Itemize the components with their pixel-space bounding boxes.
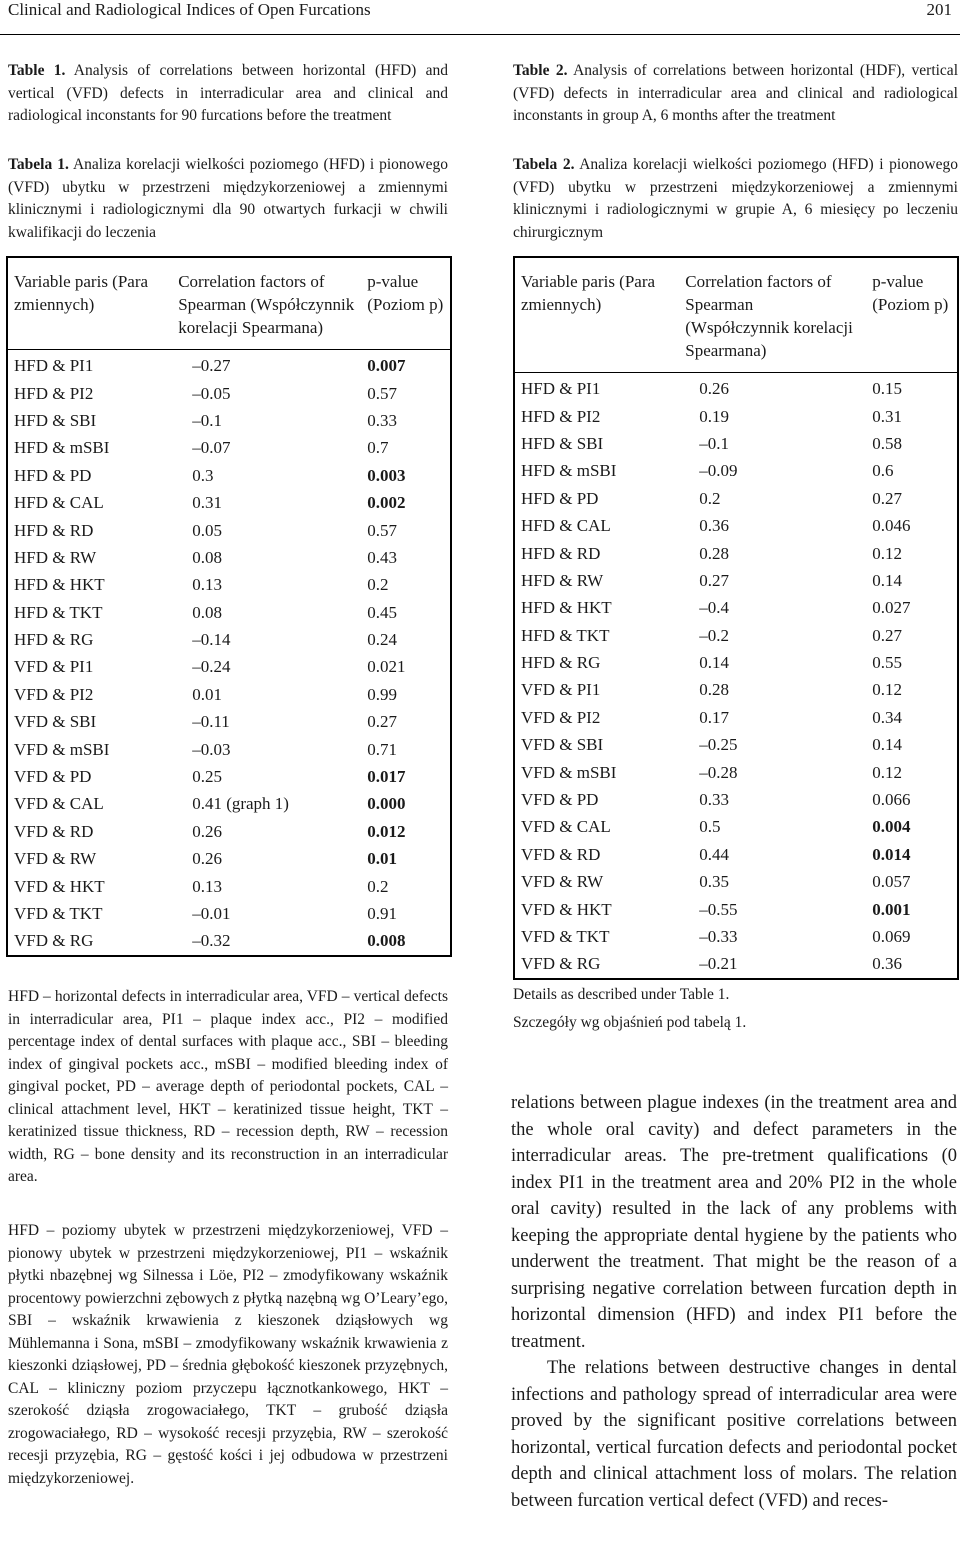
cell-correlation: –0.33 <box>699 927 738 946</box>
table-row <box>7 845 451 872</box>
table-row <box>514 430 958 457</box>
cell-pvalue: 0.014 <box>872 844 911 864</box>
cell-pvalue: 0.27 <box>872 488 903 508</box>
table-row <box>514 373 958 403</box>
table-row <box>514 485 958 512</box>
cell-correlation: 0.26 <box>699 379 729 399</box>
table-row <box>514 567 958 594</box>
cell-correlation: 0.19 <box>699 406 729 426</box>
cell-variable-pair: VFD & PI1 <box>14 657 94 677</box>
cell-pvalue: 0.14 <box>872 570 903 590</box>
cell-correlation: 0.2 <box>699 488 721 508</box>
table-row <box>7 379 451 406</box>
cell-variable-pair: HFD & RD <box>14 520 94 540</box>
cell-variable-pair: HFD & RD <box>521 543 601 563</box>
table-row <box>7 653 451 680</box>
cell-variable-pair: VFD & SBI <box>14 712 97 732</box>
table2 <box>513 256 959 980</box>
cell-variable-pair: HFD & TKT <box>14 602 103 622</box>
cell-correlation: 0.14 <box>699 653 729 673</box>
table1-caption-pl: Tabela 1. Analiza korelacji wielkości poziomego (HFD) i pionowego (VFD) ubytku w przestrzeni międzykorzeniowej a zmiennymi klinicznymi i radiologicznymi dla 90 otwartych furkacji w chwili kwalifikacji do leczenia <box>8 156 448 241</box>
table-row <box>514 457 958 484</box>
cell-variable-pair: VFD & TKT <box>14 904 103 923</box>
cell-pvalue: 0.2 <box>367 876 389 896</box>
table-row <box>7 900 451 927</box>
cell-correlation: 0.08 <box>192 547 222 567</box>
cell-correlation: 0.36 <box>699 516 729 536</box>
cell-pvalue: 0.017 <box>367 767 406 787</box>
table-row <box>7 544 451 571</box>
table-row <box>7 735 451 762</box>
table-row <box>514 758 958 785</box>
cell-pvalue: 0.31 <box>872 406 903 426</box>
cell-pvalue: 0.001 <box>872 899 911 919</box>
cell-correlation: –0.55 <box>699 899 738 919</box>
cell-pvalue: 0.021 <box>367 657 406 677</box>
cell-variable-pair: VFD & PI2 <box>521 707 601 727</box>
cell-pvalue: 0.046 <box>872 516 911 536</box>
body-text <box>511 1090 957 1514</box>
cell-pvalue: 0.6 <box>872 461 894 481</box>
cell-correlation: –0.09 <box>699 461 738 481</box>
cell-correlation: 0.26 <box>192 849 222 869</box>
cell-correlation: –0.07 <box>192 438 231 458</box>
table-row <box>7 489 451 516</box>
cell-pvalue: 0.36 <box>872 954 903 974</box>
table-row <box>514 512 958 539</box>
cell-correlation: –0.11 <box>192 712 230 732</box>
cell-pvalue: 0.33 <box>367 410 397 430</box>
cell-correlation: –0.4 <box>699 598 729 618</box>
table-row <box>7 790 451 817</box>
cell-correlation: 0.08 <box>192 602 222 622</box>
cell-pvalue: 0.027 <box>872 598 911 618</box>
cell-variable-pair: HFD & PI2 <box>521 406 601 426</box>
cell-pvalue: 0.008 <box>367 931 406 951</box>
table2-note-en: Details as described under Table 1. <box>513 986 730 1003</box>
table-row <box>514 649 958 676</box>
table-row <box>7 708 451 735</box>
cell-pvalue: 0.24 <box>367 630 397 650</box>
table-row <box>7 462 451 489</box>
cell-correlation: –0.25 <box>699 735 738 755</box>
table2-body <box>514 373 958 979</box>
cell-pvalue: 0.58 <box>872 433 903 453</box>
cell-correlation: –0.1 <box>699 433 729 453</box>
cell-correlation: –0.27 <box>192 356 231 376</box>
cell-variable-pair: HFD & PD <box>521 488 599 508</box>
cell-pvalue: 0.91 <box>367 904 397 923</box>
cell-pvalue: 0.27 <box>872 625 903 645</box>
table2-caption-en: Table 2. Analysis of correlations between horizontal (HDF), vertical (VFD) defects in interradicular area and clinical and radiological inconstants in group A, 6 months after the treatment <box>513 62 958 124</box>
cell-pvalue: 0.27 <box>367 712 397 732</box>
header-rule <box>0 34 960 35</box>
table1 <box>6 256 452 957</box>
table1-note-pl: HFD – poziomy ubytek w przestrzeni międzykorzeniowej, VFD – pionowy ubytek w przestrzeni międzykorzeniowej, PI1 – wskaźnik płytki nbazębnej wg Silnessa i Löe, PI2 – zmodyfikowany wskaźnik procentowy powierzchni zębowych z płytką nazębną wg O’Leary’ego, SBI – wskaźnik krwawienia z kieszonek dziąsłowych wg Mühlemanna i Sona, mSBI – zmodyfikowany wskaźnik krwawienia z kieszonki dziąsłowej, PD – średnia głębokość kieszonek przyzębnych, CAL – kliniczny poziom przyczepu łącznotkankowego, HKT – szerokość dziąsła zrogowaciałego, TKT – grubość dziąsła zrogowaciałego, RD – wysokość recesji przyzębia, RW – szerokość recesji przyzębia, RG – gęstość kości i jej odbudowa w przestrzeni międzykorzeniowej. <box>8 1222 448 1487</box>
table-row <box>7 407 451 434</box>
cell-correlation: –0.01 <box>192 904 231 923</box>
cell-variable-pair: HFD & RG <box>521 653 601 673</box>
cell-pvalue: 0.99 <box>367 684 397 704</box>
cell-correlation: –0.14 <box>192 630 231 650</box>
cell-pvalue: 0.43 <box>367 547 397 567</box>
cell-pvalue: 0.57 <box>367 383 397 403</box>
table-row <box>7 571 451 598</box>
cell-correlation: 0.28 <box>699 543 729 563</box>
cell-variable-pair: VFD & RW <box>521 872 604 892</box>
cell-correlation: –0.2 <box>699 625 729 645</box>
cell-variable-pair: HFD & SBI <box>521 433 604 453</box>
cell-correlation: –0.05 <box>192 383 231 403</box>
cell-variable-pair: HFD & mSBI <box>14 438 110 458</box>
table1-body <box>7 350 451 956</box>
cell-variable-pair: VFD & RW <box>14 849 97 869</box>
column-header-correlation: Correlation factors of Spearman (Współczynnik korelacji Spearmana) <box>679 257 866 373</box>
cell-variable-pair: VFD & CAL <box>521 817 611 837</box>
cell-pvalue: 0.12 <box>872 762 903 782</box>
cell-correlation: 0.27 <box>699 570 729 590</box>
table-row <box>7 818 451 845</box>
cell-pvalue: 0.14 <box>872 735 903 755</box>
cell-correlation: 0.41 (graph 1) <box>192 794 289 814</box>
cell-pvalue: 0.066 <box>872 790 911 810</box>
cell-correlation: –0.28 <box>699 762 738 782</box>
cell-correlation: 0.01 <box>192 684 222 704</box>
cell-pvalue: 0.12 <box>872 680 903 700</box>
table-row <box>514 539 958 566</box>
table-row <box>7 599 451 626</box>
table-row <box>7 626 451 653</box>
cell-variable-pair: HFD & CAL <box>521 516 611 536</box>
cell-correlation: 0.33 <box>699 790 729 810</box>
table-row <box>7 350 451 380</box>
table-row <box>514 731 958 758</box>
cell-correlation: 0.13 <box>192 575 222 595</box>
cell-correlation: 0.31 <box>192 493 222 513</box>
cell-correlation: –0.24 <box>192 657 231 677</box>
table-row <box>514 704 958 731</box>
cell-variable-pair: HFD & PI1 <box>521 379 601 399</box>
cell-pvalue: 0.45 <box>367 602 397 622</box>
table-row <box>7 434 451 461</box>
cell-correlation: 0.3 <box>192 465 214 485</box>
table-row <box>514 594 958 621</box>
column-header-pair: Variable paris (Para zmiennych) <box>514 257 679 373</box>
cell-correlation: –0.32 <box>192 931 231 951</box>
table-row <box>514 786 958 813</box>
cell-variable-pair: HFD & PI1 <box>14 356 94 376</box>
cell-variable-pair: HFD & PD <box>14 465 92 485</box>
column-header-pair: Variable paris (Para zmiennych) <box>7 257 172 350</box>
cell-variable-pair: HFD & TKT <box>521 625 610 645</box>
cell-pvalue: 0.01 <box>367 849 397 869</box>
cell-correlation: 0.05 <box>192 520 222 540</box>
table-row <box>514 402 958 429</box>
table-header-row <box>7 257 451 350</box>
column-header-pvalue: p-value (Poziom p) <box>866 257 958 373</box>
cell-pvalue: 0.057 <box>872 872 911 892</box>
table-row <box>514 895 958 922</box>
cell-variable-pair: VFD & mSBI <box>14 739 110 759</box>
cell-pvalue: 0.57 <box>367 520 397 540</box>
table-row <box>7 927 451 955</box>
table1-note-en: HFD – horizontal defects in interradicular area, VFD – vertical defects in interradicular area, PI1 – plaque index acc., PI2 – modified percentage index of dental surfaces with plaque acc., SBI – bleeding index of gingival pockets acc., mSBI – modified bleeding index of gingival pocket, PD – average depth of periodontal pockets, CAL – clinical attachment level, HKT – keratinized tissue height, TKT – keratinized tissue thickness, RD – recession depth, RW – recession width, RG – bone density and its reconstruction in an interradicular area. <box>8 988 448 1185</box>
cell-variable-pair: VFD & mSBI <box>521 762 617 782</box>
column-header-correlation: Correlation factors of Spearman (Współczynnik korelacji Spearmana) <box>172 257 361 350</box>
cell-variable-pair: HFD & RW <box>14 547 97 567</box>
cell-pvalue: 0.012 <box>367 821 406 841</box>
cell-pvalue: 0.002 <box>367 493 406 513</box>
cell-correlation: 0.17 <box>699 707 729 727</box>
cell-correlation: –0.21 <box>699 954 738 974</box>
cell-variable-pair: HFD & SBI <box>14 410 97 430</box>
cell-variable-pair: HFD & mSBI <box>521 461 617 481</box>
cell-variable-pair: VFD & HKT <box>521 899 612 919</box>
cell-variable-pair: HFD & HKT <box>521 598 612 618</box>
page-number: 201 <box>926 0 952 19</box>
table-row <box>514 868 958 895</box>
cell-pvalue: 0.003 <box>367 465 406 485</box>
cell-correlation: 0.35 <box>699 872 729 892</box>
running-title: Clinical and Radiological Indices of Open Furcations <box>8 0 371 19</box>
cell-variable-pair: VFD & PD <box>521 790 599 810</box>
cell-correlation: 0.25 <box>192 767 222 787</box>
cell-variable-pair: HFD & RG <box>14 630 94 650</box>
body-paragraph: relations between plague indexes (in the treatment area and the whole oral cavity) and defect parameters in the interradicular areas. The pre-tretment qualifications (0 index PI1 in the treatment area and 20% PI2 in the whole oral cavity) resulted in the lack of any problems with keeping the appropriate dental hygiene by the patients who underwent the treatment. That might be the reason of a surprising negative correlation between furcation depth in horizontal dimension (HFD) and index PI1 before the treatment. <box>511 1093 957 1352</box>
table-row <box>514 676 958 703</box>
column-header-pvalue: p-value (Poziom p) <box>361 257 451 350</box>
cell-correlation: 0.5 <box>699 817 721 837</box>
table-row <box>514 813 958 840</box>
table-header-row <box>514 257 958 373</box>
cell-variable-pair: HFD & CAL <box>14 493 104 513</box>
cell-variable-pair: HFD & RW <box>521 570 604 590</box>
cell-variable-pair: VFD & SBI <box>521 735 604 755</box>
table-row <box>514 950 958 978</box>
table2-note-pl: Szczegóły wg objaśnień pod tabelą 1. <box>513 1014 747 1031</box>
cell-pvalue: 0.34 <box>872 707 903 727</box>
table2-caption-pl: Tabela 2. Analiza korelacji wielkości poziomego (HFD) i pionowego (VFD) ubytku w przestrzeni międzykorzeniowej a zmiennymi klinicznymi i radiologicznymi w grupie A, 6 miesięcy po leczeniu chirurgicznym <box>513 156 958 241</box>
cell-pvalue: 0.2 <box>367 575 389 595</box>
cell-correlation: –0.1 <box>192 410 222 430</box>
table-row <box>514 923 958 950</box>
cell-variable-pair: HFD & PI2 <box>14 383 94 403</box>
cell-correlation: –0.03 <box>192 739 231 759</box>
cell-correlation: 0.13 <box>192 876 222 896</box>
cell-correlation: 0.28 <box>699 680 729 700</box>
cell-correlation: 0.26 <box>192 821 222 841</box>
table-row <box>7 872 451 899</box>
cell-pvalue: 0.71 <box>367 739 397 759</box>
cell-variable-pair: HFD & HKT <box>14 575 105 595</box>
cell-correlation: 0.44 <box>699 844 729 864</box>
cell-variable-pair: VFD & PI1 <box>521 680 601 700</box>
cell-variable-pair: VFD & RD <box>521 844 601 864</box>
body-paragraph: The relations between destructive changes in dental infections and pathology spread of interradicular area were proved by the significant positive correlations between horizontal, vertical furcation defects and periodontal pocket depth and clinical attachment loss of molars. The relation between furcation vertical defect (VFD) and reces- <box>511 1358 957 1511</box>
cell-variable-pair: VFD & CAL <box>14 794 104 814</box>
table-row <box>7 516 451 543</box>
cell-variable-pair: VFD & RD <box>14 821 94 841</box>
cell-pvalue: 0.000 <box>367 794 406 814</box>
cell-variable-pair: VFD & HKT <box>14 876 105 896</box>
cell-variable-pair: VFD & PD <box>14 767 92 787</box>
table-row <box>7 763 451 790</box>
cell-variable-pair: VFD & PI2 <box>14 684 94 704</box>
cell-pvalue: 0.15 <box>872 379 903 399</box>
table-row <box>514 841 958 868</box>
cell-variable-pair: VFD & RG <box>14 931 94 951</box>
cell-pvalue: 0.004 <box>872 817 911 837</box>
cell-pvalue: 0.12 <box>872 543 903 563</box>
cell-variable-pair: VFD & RG <box>521 954 601 974</box>
table-row <box>514 622 958 649</box>
cell-pvalue: 0.007 <box>367 356 406 376</box>
table-row <box>7 681 451 708</box>
cell-variable-pair: VFD & TKT <box>521 927 610 946</box>
table1-caption-en: Table 1. Analysis of correlations between horizontal (HFD) and vertical (VFD) defects in interradicular area and clinical and radiological inconstants for 90 furcations before the treatment <box>8 62 448 124</box>
cell-pvalue: 0.069 <box>872 927 911 946</box>
cell-pvalue: 0.55 <box>872 653 903 673</box>
cell-pvalue: 0.7 <box>367 438 389 458</box>
